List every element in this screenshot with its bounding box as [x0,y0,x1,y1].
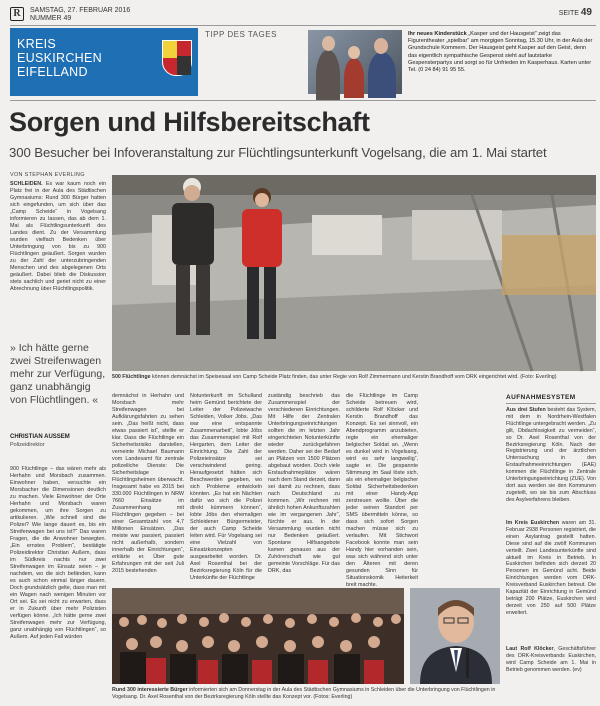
dateline: SCHLEIDEN. [10,181,43,187]
sidebar-title: AUFNAHMESYSTEM [506,394,576,401]
article-intro [10,181,106,339]
article-headline: Sorgen und Hilfsbereitschaft [9,107,370,137]
issue-date: SAMSTAG, 27. FEBRUAR 2016 [30,7,131,14]
sidebar-p1-lead: Aus drei Stufen [506,407,546,413]
page-header [10,6,596,24]
intro-text: Es war kaum noch ein Platz frei in der Aula des Städtischen Gymnasiums: Rund 300 Bürger hatten sich eingefunden, um sich über das „Camp Scheide“ in Vogelsang informieren zu lassen, das ab dem 1. Mai als Flüchtlingsunterkunft des Landes dient. Zu der Versammlung wurden vielfach Bedenken über Unterbringung von bis zu 900 Flüchtlingen geäußert. Sorgen wurden zu der Zahl der unterzubringenden Menschen und des abgelegenen Orts geäußert. Dabei blieb die Diskussion stets sachlich und geriet nicht zu einer Abrechnung über Flüchtlingspolitik. [10,181,106,292]
sidebar-p3-lead: Laut Rolf Klöcker [506,646,554,652]
page-label: SEITE [558,10,579,17]
article-column-4: zuständig beschrieb das Zusammenspiel der verschiedenen Einrichtungen. Mit Hilfe der Zentralen Unterbringungseinrichtungen sollten die im letzten Jahr eingerichteten Notunterkünfte wieder zurückgefahren werden. Daher sei der Bedarf an Plätzen von 1500 Plätzen abgebaut worden. Doch viele Erstaufnahmeplätze wären nach dem Stand derzeit, dann sei damit zu rechnen, dass nach Deutschland zu kommen. „Wir rechnen mit ähnlich hohen Ankunftszahlen wie im vergangenen Jahr“, fürchte er aus. In der Versammlung wurden nicht nur Bedenken geäußert. Spontane Hilfsangebote kamen genauso aus der Zuhörerschaft wie gut gemeinte Vorschläge. Für das DRK, das [268,393,340,574]
article-column-1: 900 Flüchtlinge – das wären mehr als Herhahn und Morsbach zusammen. Einwohner haben, versuchte ein Morsbacher die Dimensionen deutlich zu machen. Viele Einwohner der Orte Herhahn und Morsbach waren gekommen, um ihre Sorgen zu artikulieren. „Wie schnell sind die Polizei? Wie lange dauert es, bis ein Streifenwagen bei uns ist?“ Das waren Fragen, die die Anwohner bewegten. „Ein ernstes Problem“, bestätigte Polizeidirektor Christian Außem, dass im Südkreis nachts nur zwei Streifenwagen im Einsatz seien – je nachdem, wo die sich befänden, kann es auch schon einmal länger dauern. Doch grundsätzlich gelte, dass man mit ein Wagen nach wenigen Minuten vor Ort sei. Es sei nicht zu erwarten, dass er in Zukunft über mehr Polizisten verfügen könne. „Ich hätte gerne zwei Streifenwagen mehr zur Verfügung, ganz unabhängig von Flüchtlingen“, so Außem. Auf jeden Fall würden [10,466,106,640]
issue-meta [30,7,130,23]
article-column-3: Notunterkunft im Schulland heim Gemünd berichtete der Leiter der Polizeiwache Schleiden, Volker Jöbs. „Das war eine entspannte Zusammenarbeit“, lobte Jöbs das Zusammenspiel mit Rolf Hergarten, dem Leiter der Einrichtung. Die Zahl der Polizeieinsätze sei verschwindend gering. Heraufgesetzt hätten sich Beschwerden gegeben, wo sich Probleme entwickeln könnten. „Es hat ein Nächten dafür wo sich die Polizei direkt kümmern können“, lobte Jöbs den ehemaligen Schleidener Bürgermeister, der auch Camp Scheide leiten wird. Für Vogelsang sei eine Vielzahl von Einsatzkonzepten ausgearbeitet worden. Dr. Axel Rosenthal bei der Bezirksregierung Köln für die Unterkünfte der Flüchtlinge [190,393,262,581]
speaker-photo-svg [410,588,500,684]
page-number [559,9,592,18]
quote-role: Polizeidirektor [10,442,45,448]
caption1-lead: 500 Flüchtlinge [112,374,151,380]
page-number-value: 49 [580,7,592,18]
article-subhead: 300 Besucher bei Infoveranstaltung zur Flüchtlingsunterkunft Vogelsang, die am 1. Mai startet [9,145,547,160]
caption2-lead: Rund 300 interessierte Bürger [112,687,188,693]
bottom-photo-caption [112,687,504,701]
main-photo-caption [112,374,596,381]
sidebar-p1-text: besteht das System, mit dem in Nordrhein-Westfalen Flüchtlinge untergebracht werden. „Zu gilt, Obdachlosigkeit zu vermeiden“, so Dr. Axel Rosenthal von der Bezirksregierung Köln. Nach der Registrierung und der ärztlichen Untersuchung in den Erstaufnahmeeinrichtungen (EAE) kommen die Flüchtlinge in Zentrale Unterbringungseinrichtung (ZUE). Von dort aus werden sie den Kommunen zugeteilt, wo sie bis zum Abschluss des Asylverfahrens bleiben. [506,407,596,503]
article-byline: VON STEPHAN EVERLING [10,172,85,178]
region-line-2: EUSKIRCHEN [17,51,102,65]
sidebar-paragraph-2 [506,520,596,617]
header-divider [10,25,596,26]
article-column-6 [424,393,500,583]
pull-quote: » Ich hätte gerne zwei Streifenwagen mehr zur Verfügung, ganz unabhängig von Flüchtlingen. « [10,342,106,406]
caption1-text: können demnächst im Speisesaal von Camp Scheide Platz finden, das unter Regie von Rolf Zimmermann und Kerstin Brandhoff vom DRK eingerichtet wird. [150,374,519,380]
caption1-credit: (Foto: Everling) [520,374,557,380]
region-line-3: EIFELLAND [17,65,88,79]
issue-number: NUMMER 49 [30,15,72,22]
article-column-2: demnächst in Herhahn und Morsbach mehr Streifenwagen bei Aufklärungsfahrten zu sehen sein. „Das heißt nicht, dass etwas passiert ist“, stellte er klar. Dass die Flüchtlinge ein Sicherheitsrisiko darstellen, verneinte Michael Baumann vom Landesamt für zentrale polizeiliche Dienste: Die Sicherheitslage in Flüchtlingsheimen überwacht. Insgesamt habe es 2015 bei 330.000 Flüchtlingen in NRW 7660 Einsätze im Zusammenhang mit Flüchtlingen gegeben – bei einer Gesamtzahl von 4,7 Millionen Einsätzen. „Das meiste war passiert, passiert nicht außerhalb, sondern innerhalb der Einrichtungen“, erklärte er. Über gute Erfahrungen mit der seit Juli 2015 bestehenden [112,393,184,574]
sidebar-paragraph-3 [506,646,596,674]
coat-of-arms-icon [162,40,192,76]
section-divider [10,100,596,101]
main-photo [112,175,596,371]
tipp-body: „Kasper und der Hausgeist“ zeigt das Figurentheater „spielbar“ am morgigen Sonntag, 15.30 Uhr, in der Aula der Grundschule Kommern. Der Hausgeist geht Kasper auf den Geist, denn das eigentlich sympathische Gespenst sieht auf lautstarke Gespensterpartys und sorgt so für Unfrieden im Kasperhaus. Karten unter Tel. (0 24 84) 91 95 55. [408,31,593,74]
tipp-text [408,31,594,74]
hall-photo-svg [112,175,596,371]
sidebar-divider [506,403,596,404]
sidebar-p2-lead: Im Kreis Euskirchen [506,520,560,526]
region-line-1: KREIS [17,37,57,51]
speaker-photo [410,588,500,684]
article-column-5: die Flüchtlinge im Camp Scheide betreuen wird, schilderte Rolf Klöcker und Kerstin Brandhoff das Konzept. Es sei sinnvoll, ein Abendprogramm anzubieten, regte ein ehemaliger belgischer Soldat an. „Wenn es dunkel wird in Vogelsang, wird es sehr langweilig“, sagte er. Die gespannte Stimmung im Saal löste sich, als ein ehemaliger belgischer Soldat Sicherheitsbedenken mit einer Handy-App zerstreuen wollte. Über die jeder seinen Standort per SMS übermitteln könne, so dass sich sofort Sorgen machen müsse sich zu verlaufen. Mit Stichwort Facebook konnte man sein Handy hier vorhanden sein, was sich während sich unter den Älteren mit deren gesunden Sinn für Situationskomik Heiterkeit breit machte. [346,393,418,588]
tipp-title: Ihr neues Kinderstück [408,31,467,37]
region-box [10,28,198,96]
sidebar-p2-text: waren am 31. Februar 2938 Personen registriert, die einen Asylantrag gestellt hatten. Diese sind auf die zwölf Kommunen verteilt. Zwei Landesunterkünfte sind aktuell im Kreis in Betrieb. In Euskirchen befinden sich derzeit 20 Personen im Gemünd acht. Beide Einrichtungen werden vom DRK-Kreisverband Euskirchen betreut. Die Kapazität der Einrichtung in Gemünd beträgt 200 Plätze, Euskirchen wird derzeit von 250 auf 500 Plätze erweitert. [506,520,596,616]
audience-photo-svg [112,588,404,684]
tipp-photo [308,30,402,94]
quote-author: CHRISTIAN AUSSEM [10,434,70,440]
sidebar-p3-text: , Geschäftsführer des DRK-Kreisverbands Euskirchen, wird Camp Scheide am 1. Mai in Betrieb genommen werden. (ev) [506,646,596,673]
region-title [17,37,102,79]
caption2-text: informierten sich am Donnerstag in der Aula des Städtischen Gymnasiums in Schleiden über die Unterbringung von Flüchtlingen in Vogelsang. Dr. Axel Rosenthal von der Bezirksregierung Köln stellte das Konzept vor. (Fotos: Everling) [112,687,496,700]
audience-photo [112,588,404,684]
newspaper-logo: R [10,7,24,21]
sidebar-paragraph-1 [506,407,596,504]
tipp-label: TIPP DES TAGES [205,30,277,39]
